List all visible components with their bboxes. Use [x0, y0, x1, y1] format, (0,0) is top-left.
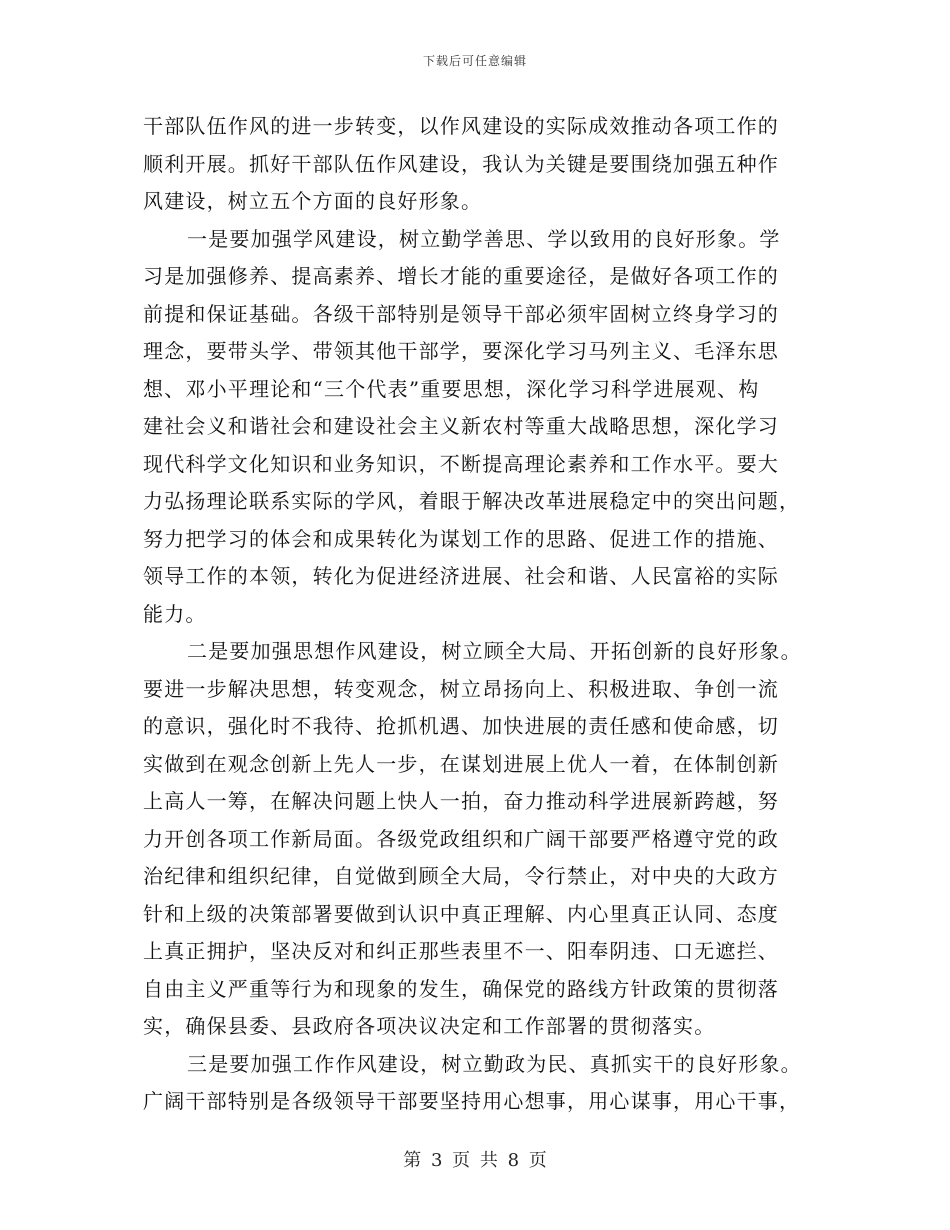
text-line: 习是加强修养、提高素养、增长才能的重要途径，是做好各项工作的: [143, 264, 779, 288]
text-line: 自由主义严重等行为和现象的发生，确保党的路线方针政策的贯彻落: [143, 976, 779, 1001]
page-footer: 第 3 页 共 8 页: [403, 1150, 547, 1171]
text-line: 想、邓小平理论和“三个代表”重要思想，深化学习科学进展观、构: [143, 376, 760, 401]
text-line: 理念，要带头学、带领其他干部学，要深化学习马列主义、毛泽东思: [143, 339, 779, 363]
text-line: 上真正拥护，坚决反对和纠正那些表里不一、阳奉阴违、口无遮拦、: [143, 939, 779, 963]
text-line: 建社会义和谐社会和建设社会主义新农村等重大战略思想，深化学习: [143, 414, 779, 438]
text-line: 实做到在观念创新上先人一步，在谋划进展上优人一着，在体制创新: [143, 751, 779, 776]
text-line: 力开创各项工作新局面。各级党政组织和广阔干部要严格遵守党的政: [143, 826, 779, 851]
text-line: 针和上级的决策部署要做到认识中真正理解、内心里真正认同、态度: [143, 901, 779, 926]
text-line: 广阔干部特别是各级领导干部要坚持用心想事，用心谋事，用心干事，: [143, 1089, 801, 1113]
text-line: 要进一步解决思想，转变观念，树立昂扬向上、积极进取、争创一流: [143, 676, 779, 701]
paragraph-start-line: 二是要加强思想作风建设，树立顾全大局、开拓创新的良好形象。: [187, 639, 802, 663]
text-line: 前提和保证基础。各级干部特别是领导干部必须牢固树立终身学习的: [143, 301, 779, 326]
text-line: 治纪律和组织纪律，自觉做到顾全大局，令行禁止，对中央的大政方: [143, 864, 779, 888]
paragraph-start-line: 一是要加强学风建设，树立勤学善思、学以致用的良好形象。学: [187, 226, 781, 251]
text-line: 现代科学文化知识和业务知识，不断提高理论素养和工作水平。要大: [143, 451, 779, 476]
text-line: 领导工作的本领，转化为促进经济进展、社会和谐、人民富裕的实际: [143, 564, 779, 588]
page-header: 下载后可任意编辑: [422, 54, 527, 68]
text-line: 力弘扬理论联系实际的学风，着眼于解决改革进展稳定中的突出问题，: [143, 489, 801, 513]
text-line: 风建设，树立五个方面的良好形象。: [143, 189, 483, 213]
body-text: [143, 108, 813, 1121]
text-line: 上高人一筹，在解决问题上快人一拍，奋力推动科学进展新跨越，努: [143, 789, 779, 813]
paragraph-start-line: 三是要加强工作作风建设，树立勤政为民、真抓实干的良好形象。: [187, 1051, 802, 1076]
text-line: 实，确保县委、县政府各项决议决定和工作部署的贯彻落实。: [143, 1014, 716, 1038]
text-line: 能力。: [143, 601, 207, 626]
text-line: 顺利开展。抓好干部队伍作风建设，我认为关键是要围绕加强五种作: [143, 151, 779, 176]
text-line: 努力把学习的体会和成果转化为谋划工作的思路、促进工作的措施、: [143, 526, 779, 551]
text-line: 干部队伍作风的进一步转变，以作风建设的实际成效推动各项工作的: [143, 114, 779, 138]
text-line: 的意识，强化时不我待、抢抓机遇、加快进展的责任感和使命感，切: [143, 714, 779, 738]
